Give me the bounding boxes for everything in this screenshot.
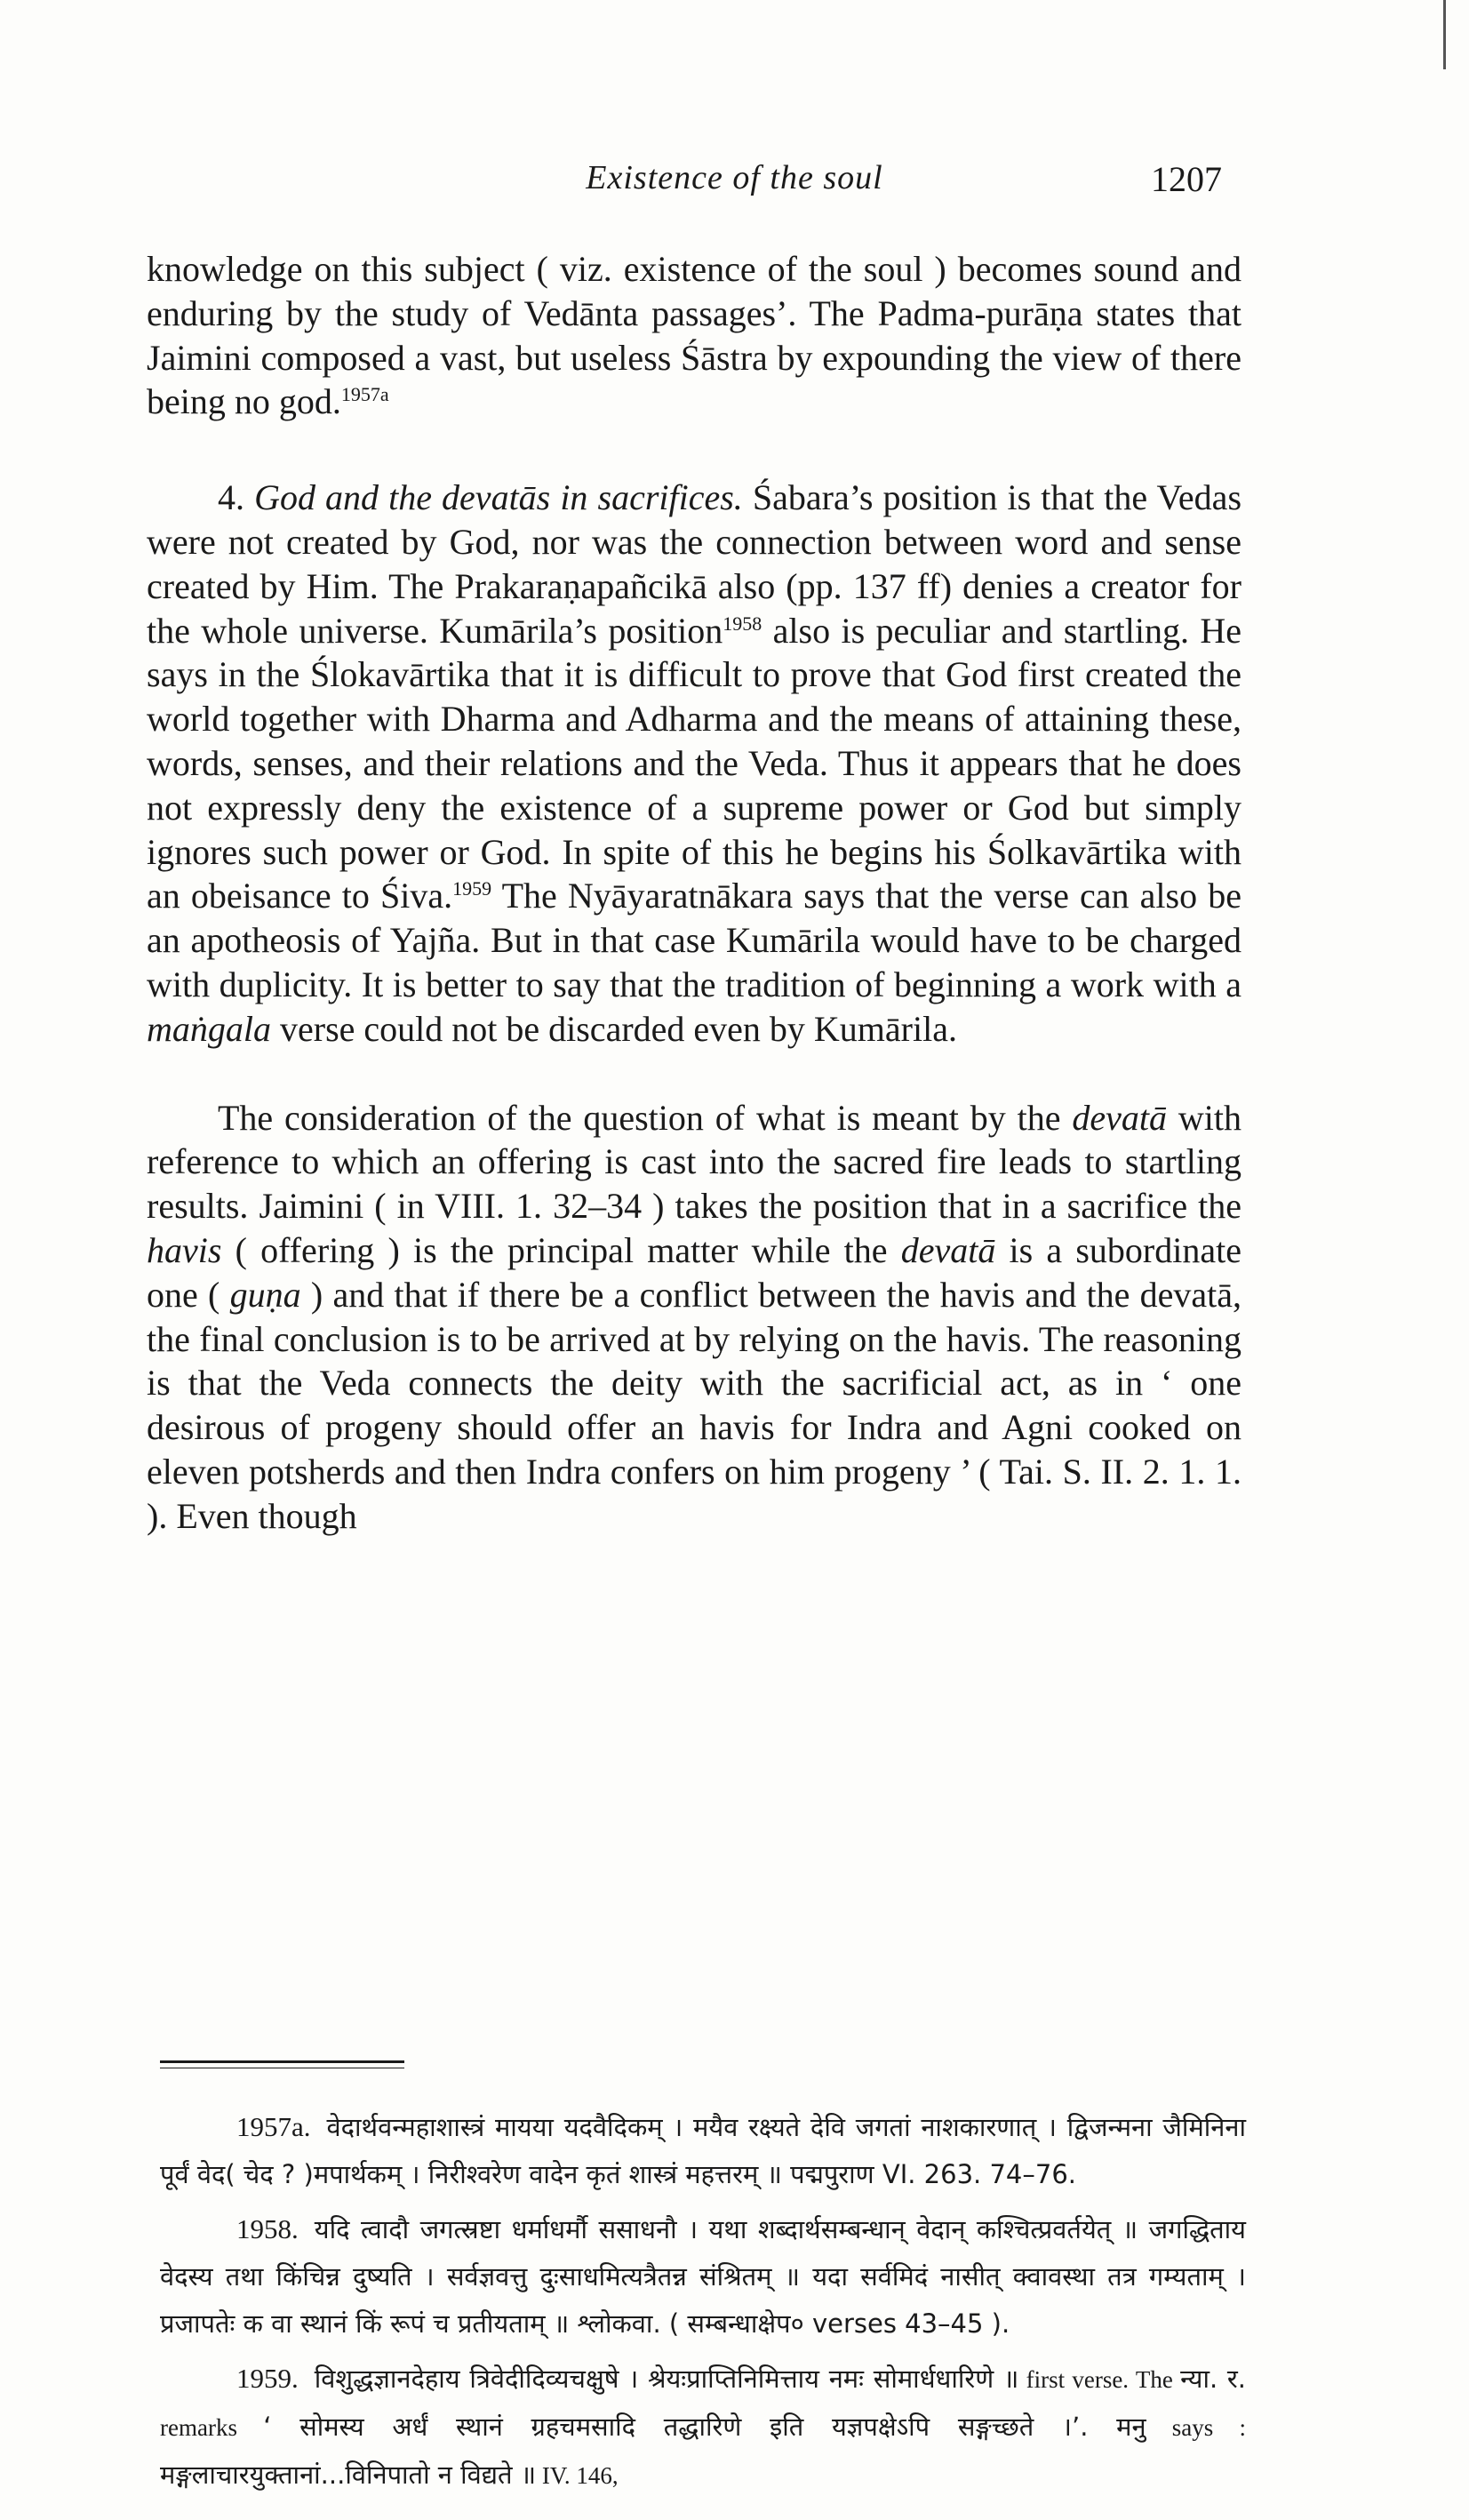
paragraph-1	[147, 247, 1241, 424]
paragraph-3-text-a: The consideration of the question of what is meant by the	[218, 1097, 1073, 1138]
footnote-ref: IV. 146,	[536, 2462, 619, 2489]
page-number: 1207	[1151, 159, 1222, 199]
term-havis: havis	[147, 1229, 222, 1270]
paragraph-3-text-e: ) and that if there be a conflict between the havis and the devatā, the final conclusion is to be arrived at by relying on the havis. The reasoning is that the Veda connects the deity with the sacrificial act, as in ‘ one desirous of progeny should offer an havis for Indra and Agni cooked on eleven potsherds and then Indra confers on him progeny ’ ( Tai. S. II. 2. 1. 1. ). Even though	[147, 1274, 1241, 1536]
footnote-text-d: मङ्गलाचारयुक्तानां...विनिपातो न विद्यते ॥	[160, 2460, 537, 2490]
footnote-text-a: विशुद्धज्ञानदेहाय त्रिवेदीदिव्यचक्षुषे । श्रेयःप्राप्तिनिमित्ताय नमः सोमार्धधारिणे ॥	[314, 2364, 1019, 2394]
paragraph-3-text-d: is a subordinate one (	[147, 1229, 1241, 1315]
footnotes	[160, 2103, 1246, 2507]
body-text	[147, 247, 1241, 1539]
paragraph-2-text-c: The Nyāyaratnākara says that the verse can also be an apotheosis of Yajña. But in that case Kumārila would have to be charged with duplicity. It is better to say that the tradition of beginning a work with a	[147, 876, 1241, 1004]
running-title: Existence of the soul	[586, 159, 883, 196]
scan-edge-line	[1443, 0, 1446, 69]
footnote-ref-1957a: 1957a	[340, 383, 389, 406]
footnote-ref-1958: 1958	[723, 612, 762, 635]
section-number: 4.	[218, 477, 244, 518]
paragraph-3-text-c: ( offering ) is the principal matter while the	[221, 1229, 901, 1270]
footnote-number: 1958.	[236, 2213, 299, 2244]
footnote-rule	[160, 2060, 404, 2063]
footnote-1958	[160, 2205, 1246, 2348]
term-devata: devatā	[1072, 1097, 1168, 1138]
paragraph-2-text-a: Śabara’s position is that the Vedas were not created by God, nor was the connection between word and sense created by Him. The Prakaraṇapañcikā also (pp. 137 ff) denies a creator for the whole universe. Kumārila’s position	[147, 477, 1242, 651]
footnote-text: यदि त्वादौ जगत्स्रष्टा धर्माधर्मौ ससाधनौ । यथा शब्दार्थसम्बन्धान् वेदान् कश्चित्प्रवर्तयेत् ॥ जगद्धिताय वेदस्य तथा किंचिन्न दुष्यति । सर्वज्ञवत्तु दुःसाधमित्यत्रैतन्न संश्रितम् ॥ यदा सर्वमिदं नासीत् क्वावस्था तत्र गम्यताम् । प्रजापतेः क वा स्थानं किं रूपं च प्रतीयताम् ॥ श्लोकवा. ( सम्बन्धाक्षेप० verses 43–45 ).	[160, 2214, 1246, 2339]
footnote-text-c: ‘ सोमस्य अर्धं स्थानं ग्रहचमसादि तद्धारिणे इति यज्ञपक्षेऽपि सङ्गच्छते ।’. मनु	[263, 2412, 1146, 2442]
footnote-latin-b: remarks	[160, 2414, 264, 2441]
footnote-text: वेदार्थवन्महाशास्त्रं मायया यदवैदिकम् । मयैव रक्ष्यते देवि जगतां नाशकारणात् । द्विजन्मना जैमिनिना पूर्वं वेद( चेद ? )मपार्थकम् । निरीश्वरेण वादेन कृतं शास्त्रं महत्तरम् ॥ पद्मपुराण VI. 263. 74–76.	[160, 2112, 1246, 2189]
footnote-ref-1959: 1959	[452, 877, 492, 900]
footnote-1959	[160, 2355, 1246, 2500]
running-head	[0, 158, 1469, 212]
footnote-text-b: न्या. र.	[1180, 2364, 1246, 2394]
paragraph-2	[147, 476, 1241, 1051]
term-mangala: maṅgala	[147, 1008, 271, 1049]
footnote-latin-a: first verse. The	[1018, 2366, 1181, 2393]
footnote-latin-c: says :	[1146, 2414, 1247, 2441]
term-guna: guṇa	[229, 1274, 301, 1315]
paragraph-3	[147, 1096, 1241, 1539]
paragraph-2-text-b: also is peculiar and startling. He says in the Ślokavārtika that it is difficult to prove that God first created the world together with Dharma and Adharma and the means of attaining these, words, senses, and their relations and the Veda. Thus it appears that he does not expressly deny the existence of a supreme power or God but simply ignores such power or God. In spite of this he begins his Śolkavārtika with an obeisance to Śiva.	[147, 610, 1241, 916]
section-heading: God and the devatās in sacrifices.	[254, 477, 743, 518]
paragraph-2-text-d: verse could not be discarded even by Kumārila.	[271, 1008, 957, 1049]
footnote-number: 1957a.	[236, 2111, 311, 2142]
footnote-number: 1959.	[236, 2363, 299, 2394]
paragraph-1-text: knowledge on this subject ( viz. existence of the soul ) becomes sound and enduring by the study of Vedānta passages’. The Padma-purāṇa states that Jaimini composed a vast, but useless Śāstra by expounding the view of there being no god.	[147, 249, 1241, 422]
footnote-1957a	[160, 2103, 1246, 2198]
paragraph-3-text-b: with reference to which an offering is cast into the sacred fire leads to startling results. Jaimini ( in VIII. 1. 32–34 ) takes the position that in a sacrifice the	[147, 1097, 1242, 1227]
term-devata-2: devatā	[900, 1229, 996, 1270]
